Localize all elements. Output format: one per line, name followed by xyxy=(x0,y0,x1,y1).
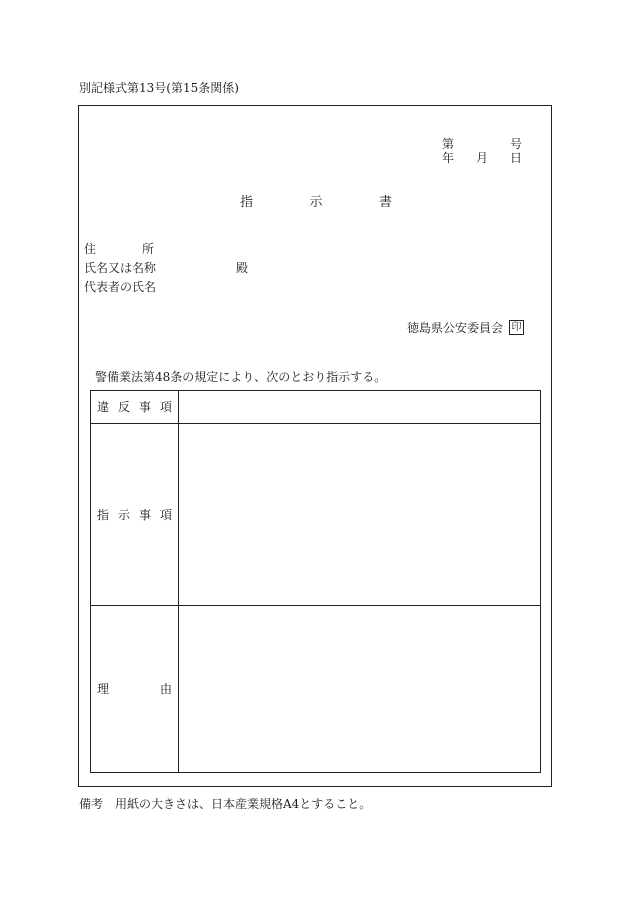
address-label xyxy=(84,242,154,256)
reason-label xyxy=(97,682,172,696)
label-char: 事 xyxy=(138,508,151,522)
seal-mark: 印 xyxy=(509,320,524,335)
issuer-name: 徳島県公安委員会 xyxy=(407,321,504,335)
label-char: 違 xyxy=(97,400,110,414)
name-label: 氏名又は名称 xyxy=(84,261,157,275)
remarks-note: 備考 用紙の大きさは、日本産業規格A4とすること。 xyxy=(79,797,372,811)
title-char: 指 xyxy=(240,195,254,210)
document-number-line xyxy=(442,137,522,151)
label-char: 指 xyxy=(97,508,110,522)
label-char: 項 xyxy=(159,508,172,522)
label-char: 反 xyxy=(117,400,130,414)
intro-text: 警備業法第48条の規定により、次のとおり指示する。 xyxy=(95,370,387,384)
label-char: 事 xyxy=(138,400,151,414)
form-number-heading: 別記様式第13号(第15条関係) xyxy=(79,81,239,95)
label-char: 項 xyxy=(159,400,172,414)
date-month: 月 xyxy=(475,151,488,165)
label-char: 由 xyxy=(159,682,172,696)
address-label-char: 住 xyxy=(84,242,97,256)
title-char: 書 xyxy=(378,195,392,210)
date-day: 日 xyxy=(509,151,522,165)
table-column-divider xyxy=(178,391,179,772)
label-char: 理 xyxy=(97,682,110,696)
date-line xyxy=(442,151,522,165)
instruction-table xyxy=(90,390,541,773)
honorific: 殿 xyxy=(236,261,249,275)
title-char: 示 xyxy=(309,195,323,210)
table-row-divider xyxy=(91,423,540,424)
number-suffix: 号 xyxy=(509,137,522,151)
label-char: 示 xyxy=(117,508,130,522)
instruction-label xyxy=(97,508,172,522)
table-row-divider xyxy=(91,605,540,606)
address-label-char: 所 xyxy=(141,242,154,256)
date-year: 年 xyxy=(442,151,455,165)
document-title xyxy=(240,196,392,210)
violation-label xyxy=(97,400,172,414)
number-prefix: 第 xyxy=(442,137,455,151)
representative-label: 代表者の氏名 xyxy=(84,280,157,294)
